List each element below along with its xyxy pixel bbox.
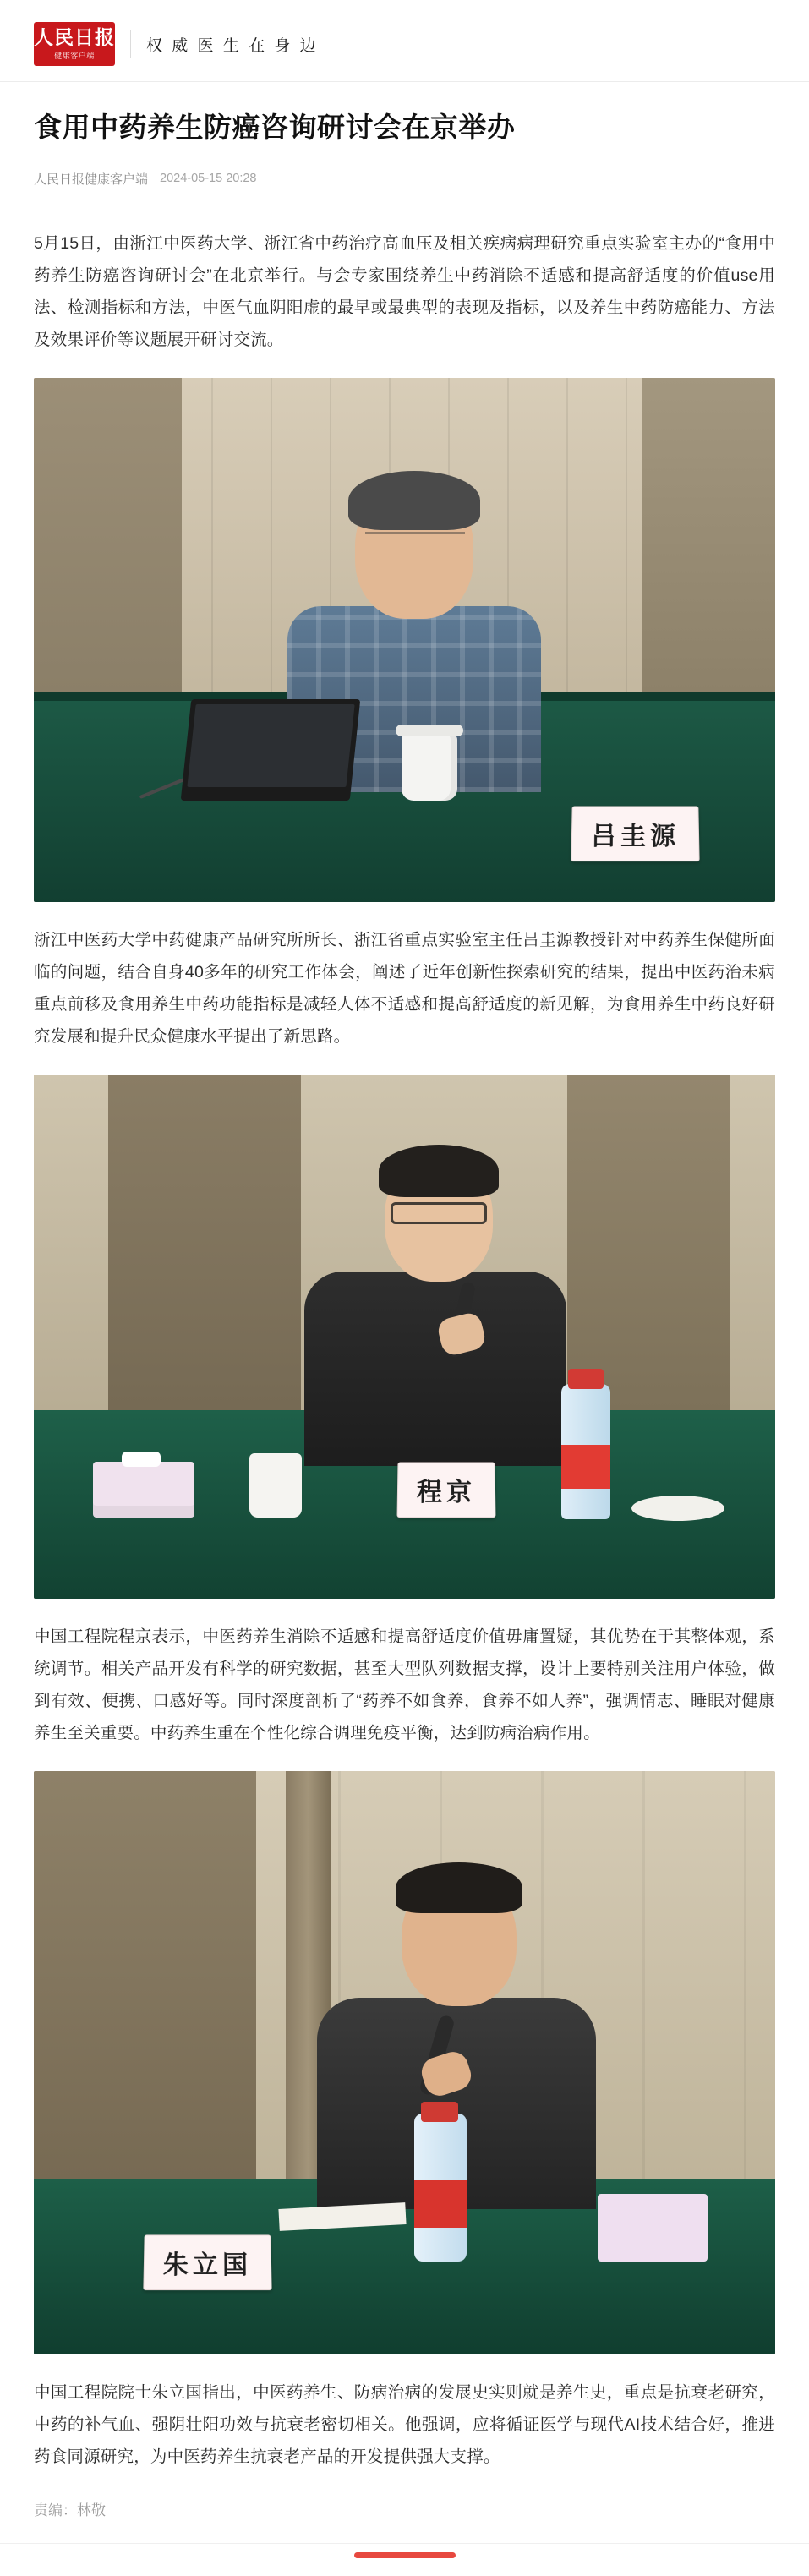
bottom-bar (0, 2543, 809, 2572)
nameplate-cheng-jing: 程京 (396, 1462, 495, 1518)
logo-sub-text: 健康客户端 (54, 52, 95, 60)
renmin-ribao-logo[interactable] (34, 22, 115, 66)
photo3-bottle-cap (421, 2102, 458, 2122)
nameplate-lv-guiyuan: 吕圭源 (571, 806, 699, 861)
article-body (0, 82, 809, 2538)
photo-cheng-jing (34, 1075, 775, 1599)
photo2-tissue-box (93, 1462, 194, 1518)
photo-zhu-liguo (34, 1771, 775, 2354)
bottom-accent-pill[interactable] (354, 2552, 456, 2558)
masthead (0, 0, 809, 82)
photo1-teacup-lid (396, 725, 463, 736)
photo3-tissue-box (598, 2194, 708, 2262)
nameplate-zhu-liguo: 朱立国 (143, 2234, 271, 2290)
paragraph-1: 5月15日，由浙江中医药大学、浙江省中药治疗高血压及相关疾病病理研究重点实验室主办的“食用中药养生防癌咨询研讨会”在北京举行。与会专家围绕养生中药消除不适感和提高舒适度的价值use用法、检测指标和方法，中医气血阴阳虚的最早或最典型的表现及指标，以及养生中药防癌能力、方法及效果评价等议题展开研讨交流。 (34, 233, 775, 349)
photo2-speaker-figure (313, 1155, 558, 1459)
photo2-bottle-label (561, 1445, 610, 1489)
byline (34, 170, 775, 188)
paragraph-3: 中国工程院程京表示，中医药养生消除不适感和提高舒适度价值毋庸置疑，其优势在于其整体观，系统调节。相关产品开发有科学的研究数据，甚至大型队列数据支撑，设计上要特别关注用户体验，做到有效、便携、口感好等。同时深度剖析了“药养不如食养，食养不如人养”，强调情志、睡眠对健康养生至关重要。中药养生重在个性化综合调理免疫平衡，达到防病治病作用。 (34, 1627, 775, 1743)
photo3-bottle-label (414, 2180, 467, 2228)
editor-credit: 责编：林敬 (34, 2502, 106, 2519)
paragraph-4: 中国工程院院士朱立国指出，中医药养生、防病治病的发展史实则就是养生史，重点是抗衰老研究，中药的补气血、强阴壮阳功效与抗衰老密切相关。他强调，应将循证医学与现代AI技术结合好，推进药食同源研究，为中医药养生抗衰老产品的开发提供强大支撑。 (34, 2383, 775, 2467)
photo1-wood-panel-left (34, 378, 182, 692)
logo-main-text: 人民日报 (34, 26, 115, 48)
article-source: 人民日报健康客户端 (34, 172, 149, 187)
photo1-teacup (402, 733, 457, 801)
photo2-door-left (108, 1075, 301, 1410)
photo-lv-guiyuan (34, 378, 775, 902)
photo2-door-right (567, 1075, 730, 1410)
photo3-door (34, 1771, 256, 2179)
paragraph-2: 浙江中医药大学中药健康产品研究所所长、浙江省重点实验室主任吕圭源教授针对中药养生保健所面临的问题，结合自身40多年的研究工作体会，阐述了近年创新性探索研究的结果，提出中医药治未病重点前移及食用养生中药功能指标是减轻人体不适感和提高舒适度的新见解，为食用养生中药良好研究发展和提升民众健康水平提出了新思路。 (34, 930, 775, 1046)
photo2-plate (631, 1496, 724, 1521)
masthead-slogan: 权 威 医 生 在 身 边 (146, 36, 319, 55)
masthead-divider (130, 30, 131, 58)
photo2-bottle-cap (568, 1369, 604, 1389)
photo2-cup (249, 1453, 302, 1518)
photo1-wood-panel-right (642, 378, 775, 692)
article-timestamp: 2024-05-15 20:28 (160, 172, 257, 186)
photo1-laptop (181, 699, 361, 801)
page-title: 食用中药养生防癌咨询研讨会在京举办 (34, 112, 516, 143)
